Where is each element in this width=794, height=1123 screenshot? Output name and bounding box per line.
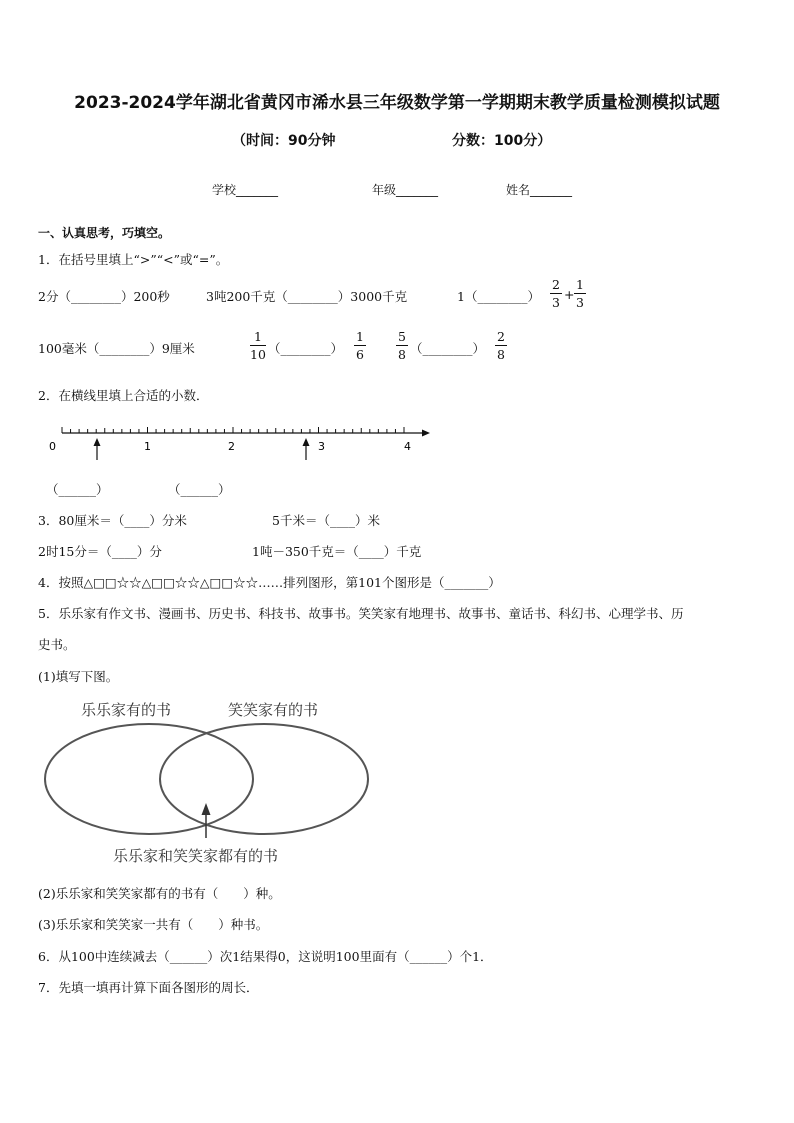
denominator: 6 bbox=[356, 347, 364, 362]
q1-c-frac2 bbox=[574, 276, 586, 311]
number-line-arrow-head bbox=[422, 430, 430, 437]
number-line-ticks bbox=[62, 427, 404, 433]
plus-sign: + bbox=[564, 287, 575, 302]
grade-field: 年级_______ bbox=[372, 183, 439, 197]
number-line bbox=[38, 420, 438, 468]
numerator: 2 bbox=[552, 277, 560, 292]
q1-e-blank: （________） bbox=[268, 341, 344, 356]
tick-label-2: 2 bbox=[228, 440, 235, 453]
page-title: 2023-2024学年湖北省黄冈市浠水县三年级数学第一学期期末教学质量检测模拟试题 bbox=[74, 93, 720, 113]
q1-f-blank: （________） bbox=[410, 341, 486, 356]
denominator: 3 bbox=[552, 295, 560, 310]
exam-time: （时间：90分钟 bbox=[232, 133, 336, 149]
q1-f-frac2 bbox=[495, 328, 507, 363]
q3-c: 2时15分＝（____）分 bbox=[38, 544, 162, 559]
q6: 6．从100中连续减去（______）次1结果得0，这说明100里面有（______）个1． bbox=[38, 949, 493, 964]
venn-pointer-arrow bbox=[202, 803, 211, 815]
venn-left-circle bbox=[45, 724, 253, 834]
up-arrow-2 bbox=[303, 438, 310, 460]
numerator: 1 bbox=[576, 277, 584, 292]
tick-label-1: 1 bbox=[144, 440, 151, 453]
numerator: 1 bbox=[356, 329, 364, 344]
denominator: 8 bbox=[398, 347, 406, 362]
q2-stem: 2．在横线里填上合适的小数． bbox=[38, 388, 209, 403]
name-field: 姓名_______ bbox=[506, 183, 573, 197]
numerator: 1 bbox=[254, 329, 262, 344]
q1-d: 100毫米（________）9厘米 bbox=[38, 341, 195, 356]
venn-label-left: 乐乐家有的书 bbox=[81, 701, 172, 719]
school-field: 学校_______ bbox=[212, 183, 279, 197]
q1-b: 3吨200千克（________）3000千克 bbox=[206, 289, 408, 304]
q1-e-frac2 bbox=[354, 328, 366, 363]
q1-c-pre: 1（________） bbox=[457, 289, 540, 304]
q1-e-frac1 bbox=[250, 328, 266, 363]
denominator: 8 bbox=[497, 347, 505, 362]
exam-score: 分数：100分） bbox=[452, 133, 552, 149]
venn-right-circle bbox=[160, 724, 368, 834]
q5-line2: 史书。 bbox=[38, 637, 76, 652]
q1-a: 2分（________）200秒 bbox=[38, 289, 170, 304]
denominator: 10 bbox=[250, 347, 266, 362]
tick-label-3: 3 bbox=[318, 440, 325, 453]
q1-f-frac1 bbox=[396, 328, 408, 363]
q5-part1: (1)填写下图。 bbox=[38, 669, 119, 684]
up-arrow-1 bbox=[94, 438, 101, 460]
denominator: 3 bbox=[576, 295, 584, 310]
section-heading: 一、认真思考，巧填空。 bbox=[38, 226, 171, 240]
venn-label-right: 笑笑家有的书 bbox=[228, 701, 319, 719]
q2-blank-2: （______） bbox=[168, 482, 231, 497]
q3-d: 1吨－350千克＝（____）千克 bbox=[252, 544, 422, 559]
q1-stem: 1．在括号里填上“>”“<”或“=”。 bbox=[38, 252, 229, 267]
q2-blank-1: （______） bbox=[46, 482, 109, 497]
tick-label-4: 4 bbox=[404, 440, 411, 453]
numerator: 2 bbox=[497, 329, 505, 344]
q7: 7．先填一填再计算下面各图形的周长． bbox=[38, 980, 259, 995]
q5-part2: (2)乐乐家和笑笑家都有的书有（ ）种。 bbox=[38, 886, 281, 901]
q5-line1: 5．乐乐家有作文书、漫画书、历史书、科技书、故事书。笑笑家有地理书、故事书、童话书、科幻书、心理学书、历 bbox=[38, 606, 684, 621]
q3-a: 3．80厘米＝（____）分米 bbox=[38, 513, 187, 528]
tick-label-0: 0 bbox=[49, 440, 56, 453]
numerator: 5 bbox=[398, 329, 406, 344]
q1-c-frac1 bbox=[550, 276, 562, 311]
venn-diagram bbox=[38, 693, 378, 873]
venn-label-bottom: 乐乐家和笑笑家都有的书 bbox=[113, 847, 279, 865]
q5-part3: (3)乐乐家和笑笑家一共有（ ）种书。 bbox=[38, 917, 269, 932]
q3-b: 5千米＝（____）米 bbox=[272, 513, 380, 528]
q4: 4．按照△□□☆☆△□□☆☆△□□☆☆……排列图形，第101个图形是（_______） bbox=[38, 575, 501, 590]
